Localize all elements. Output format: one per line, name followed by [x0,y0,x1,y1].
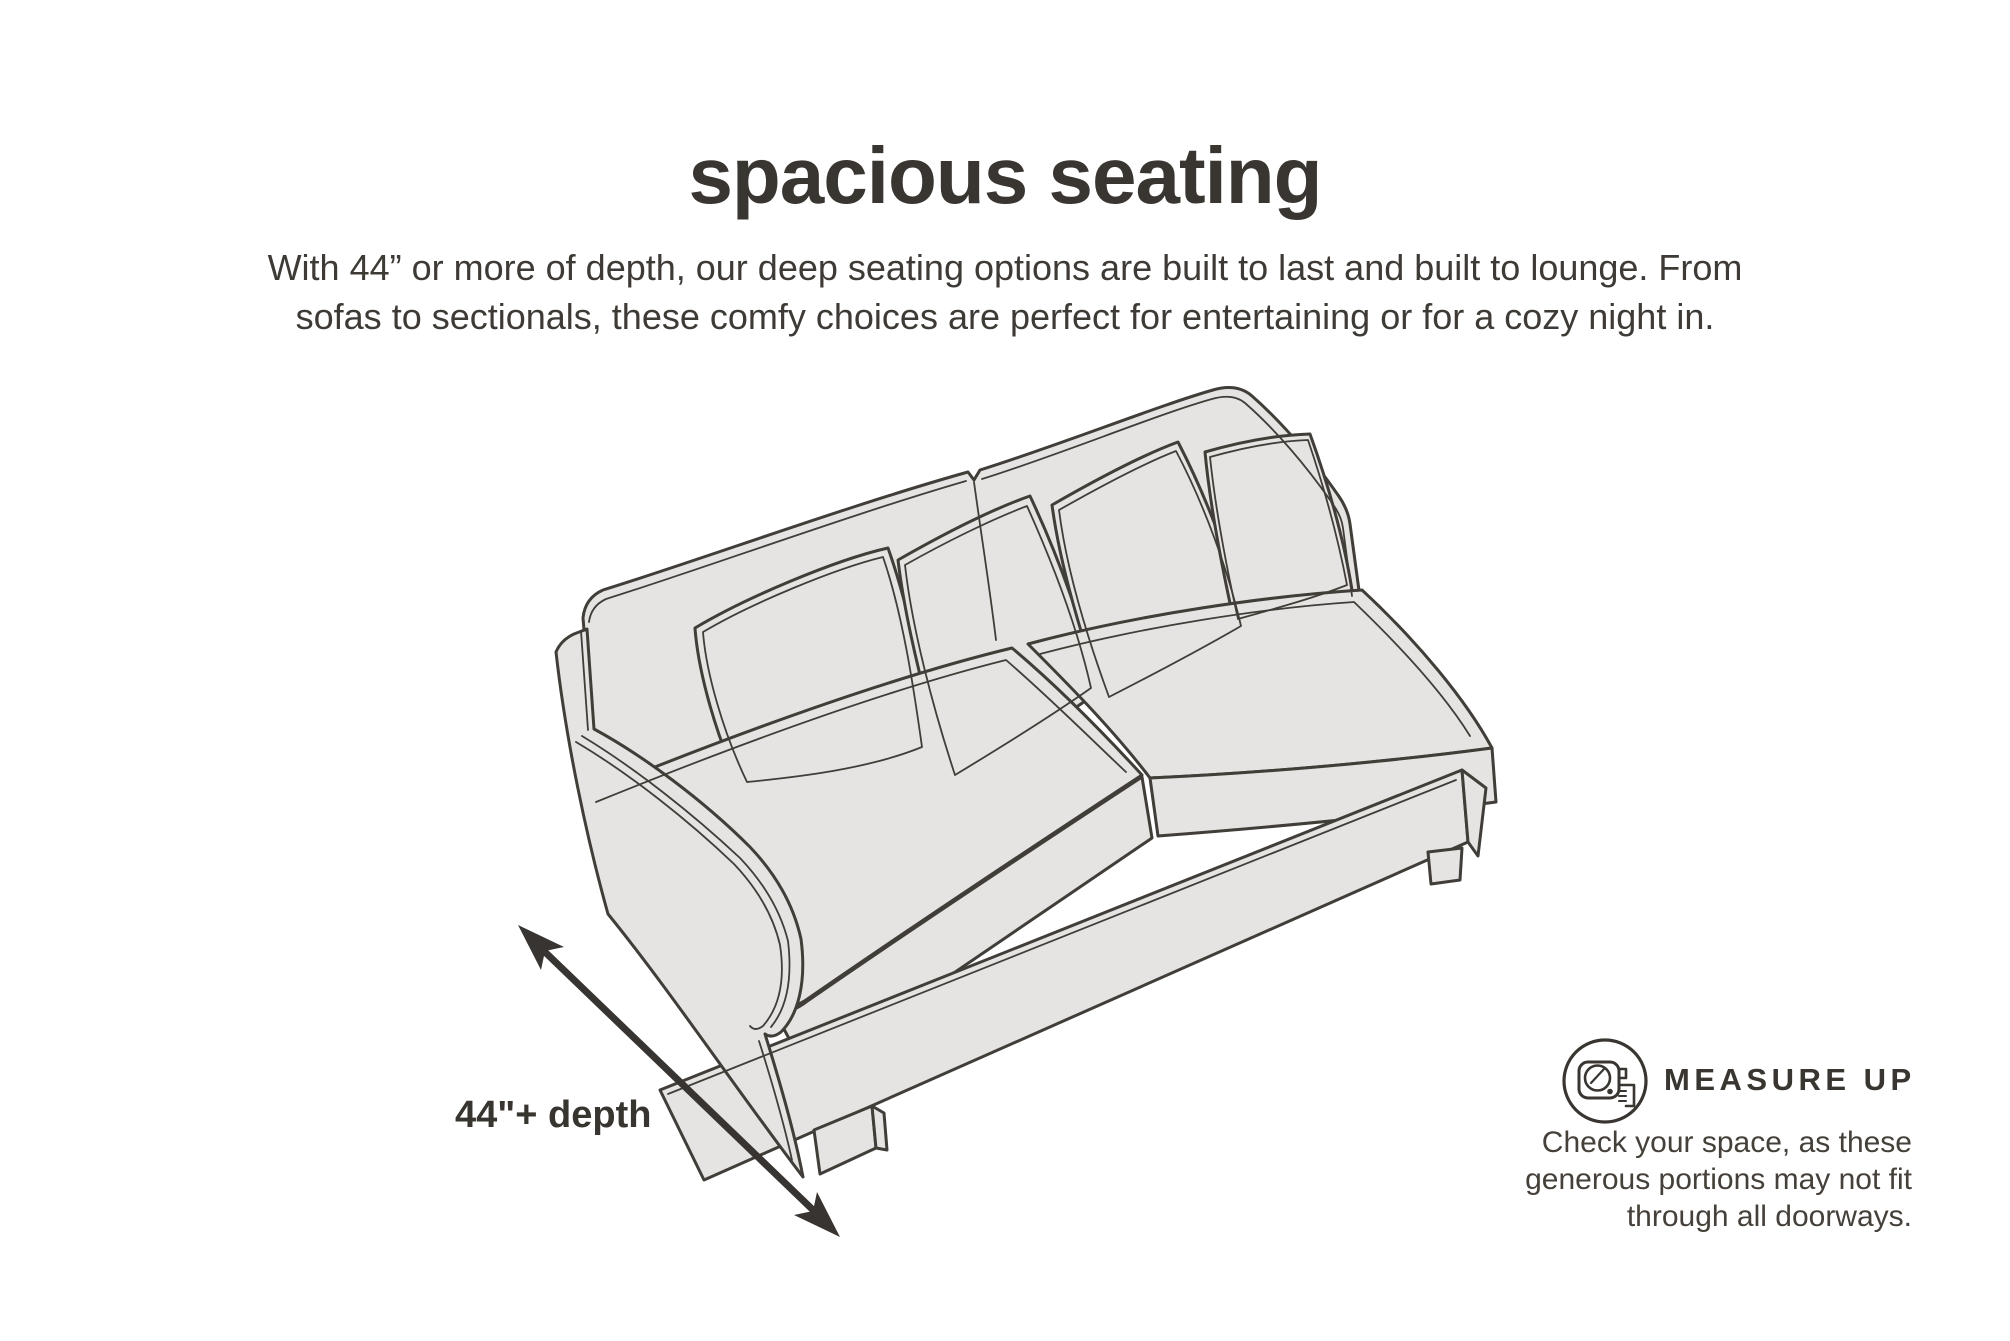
sofa-foot-right [1428,848,1462,884]
depth-dimension-label: 44"+ depth [455,1094,652,1136]
measure-note-line-2: generous portions may not fit [1525,1163,1912,1196]
sofa-foot-front-side [872,1106,887,1150]
measure-note-line-1: Check your space, as these [1541,1126,1912,1159]
measure-note-line-3: through all doorways. [1626,1200,1912,1233]
tape-measure-icon [1560,1036,1650,1126]
page-title: spacious seating [688,130,1322,220]
measure-up-note [1488,1124,1912,1235]
measure-up-heading: MEASURE UP [1664,1062,1916,1097]
intro-line-2: sofas to sectionals, these comfy choices are perfect for entertaining or for a cozy night in. [295,296,1715,337]
intro-line-1: With 44” or more of depth, our deep seating options are built to last and built to lounge. From [267,247,1743,288]
